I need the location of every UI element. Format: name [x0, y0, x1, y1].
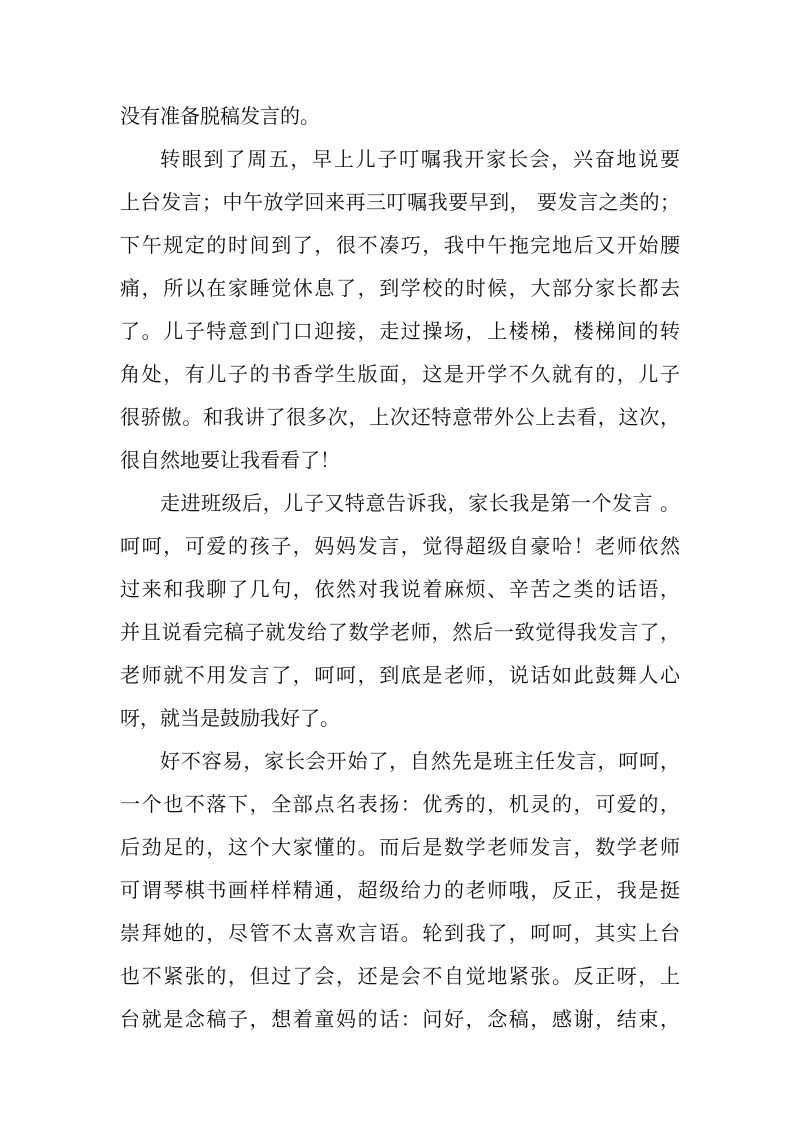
- text-line: 上台发言；中午放学回来再三叮嘱我要早到， 要发言之类的；: [120, 190, 680, 214]
- paragraph-start-line: 好不容易，家长会开始了，自然先是班主任发言，呵呵，: [160, 749, 680, 773]
- text-line: 了。儿子特意到门口迎接，走过操场，上楼梯，楼梯间的转: [120, 319, 680, 343]
- text-line: 台就是念稿子，想着童妈的话：问好，念稿，感谢，结束，: [120, 1007, 680, 1031]
- text-line: 很自然地要让我看看了！: [120, 448, 340, 472]
- text-line: 过来和我聊了几句，依然对我说着麻烦、辛苦之类的话语，: [120, 577, 680, 601]
- text-line: 下午规定的时间到了，很不凑巧，我中午拖完地后又开始腰: [120, 233, 680, 257]
- text-line: 一个也不落下，全部点名表扬：优秀的，机灵的，可爱的，: [120, 792, 680, 816]
- text-line: 呀，就当是鼓励我好了。: [120, 706, 340, 730]
- paragraph-start-line: 走进班级后，儿子又特意告诉我，家长我是第一个发言 。: [160, 491, 680, 515]
- text-line: 呵呵，可爱的孩子，妈妈发言，觉得超级自豪哈！老师依然: [120, 534, 680, 558]
- text-line: 也不紧张的，但过了会，还是会不自觉地紧张。反正呀，上: [120, 964, 680, 988]
- paragraph-start-line: 转眼到了周五，早上儿子叮嘱我开家长会，兴奋地说要: [160, 147, 680, 171]
- text-line: 并且说看完稿子就发给了数学老师，然后一致觉得我发言了，: [120, 620, 680, 644]
- text-line: 后劲足的，这个大家懂的。而后是数学老师发言，数学老师: [120, 835, 680, 859]
- text-line: 可谓琴棋书画样样精通，超级给力的老师哦，反正，我是挺: [120, 878, 680, 902]
- text-line: 痛，所以在家睡觉休息了，到学校的时候，大部分家长都去: [120, 276, 680, 300]
- text-line: 角处，有儿子的书香学生版面，这是开学不久就有的，儿子: [120, 362, 680, 386]
- text-line: 很骄傲。和我讲了很多次，上次还特意带外公上去看，这次，: [120, 405, 680, 429]
- text-line: 老师就不用发言了，呵呵，到底是老师，说话如此鼓舞人心: [120, 663, 680, 687]
- text-line: 崇拜她的，尽管不太喜欢言语。轮到我了，呵呵，其实上台: [120, 921, 680, 945]
- text-line: 没有准备脱稿发言的。: [120, 104, 320, 128]
